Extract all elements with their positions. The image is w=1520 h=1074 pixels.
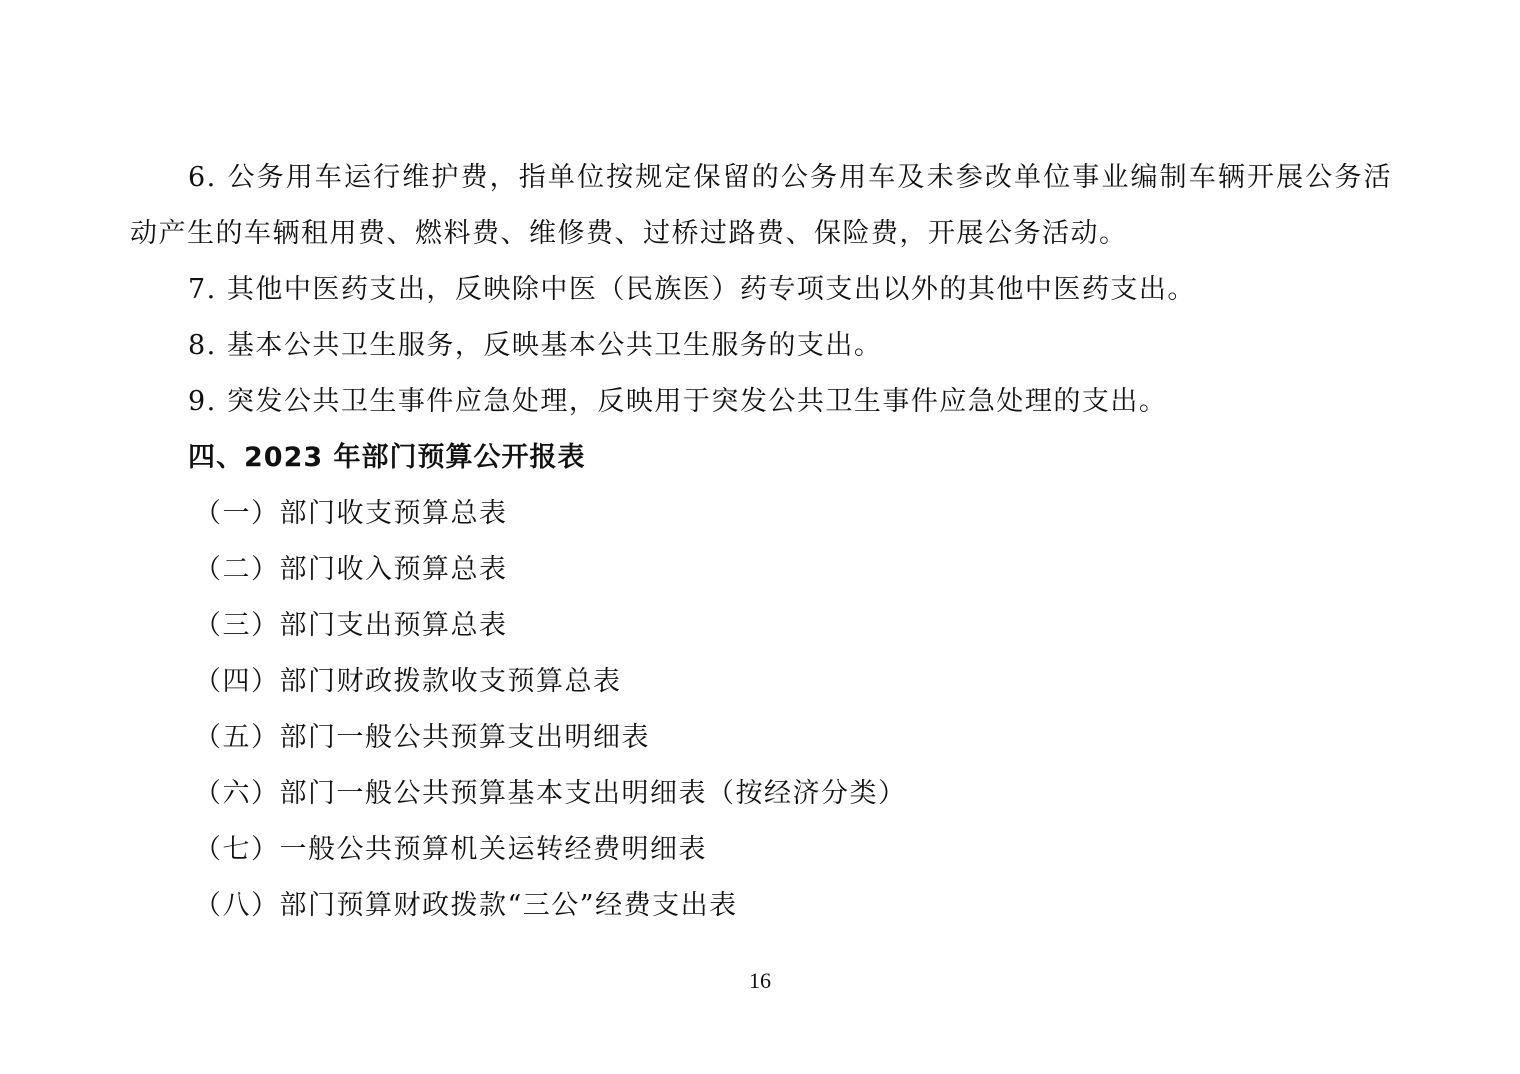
report-list-item: （四）部门财政拨款收支预算总表 xyxy=(194,666,622,697)
report-list-item: （三）部门支出预算总表 xyxy=(194,610,508,641)
paragraph-tcm-expenditure: 7. 其他中医药支出，反映除中医（民族医）药专项支出以外的其他中医药支出。 xyxy=(188,274,1196,305)
report-list-item: （八）部门预算财政拨款“三公”经费支出表 xyxy=(194,890,738,921)
report-list xyxy=(130,486,1392,934)
page-body xyxy=(130,150,1392,934)
page-number: 16 xyxy=(749,968,771,993)
section-heading: 四、2023 年部门预算公开报表 xyxy=(188,442,586,473)
paragraph-health-emergency: 9. 突发公共卫生事件应急处理，反映用于突发公共卫生事件应急处理的支出。 xyxy=(188,386,1168,417)
report-list-item: （二）部门收入预算总表 xyxy=(194,554,508,585)
report-list-item: （七）一般公共预算机关运转经费明细表 xyxy=(194,834,707,865)
paragraph-vehicle-maintenance: 6. 公务用车运行维护费，指单位按规定保留的公务用车及未参改单位事业编制车辆开展公务活动产生的车辆租用费、燃料费、维修费、过桥过路费、保险费，开展公务活动。 xyxy=(130,162,1392,249)
paragraph-public-health-service: 8. 基本公共卫生服务，反映基本公共卫生服务的支出。 xyxy=(188,330,883,361)
report-list-item: （一）部门收支预算总表 xyxy=(194,498,508,529)
report-list-item: （六）部门一般公共预算基本支出明细表（按经济分类） xyxy=(194,778,907,809)
report-list-item: （五）部门一般公共预算支出明细表 xyxy=(194,722,650,753)
